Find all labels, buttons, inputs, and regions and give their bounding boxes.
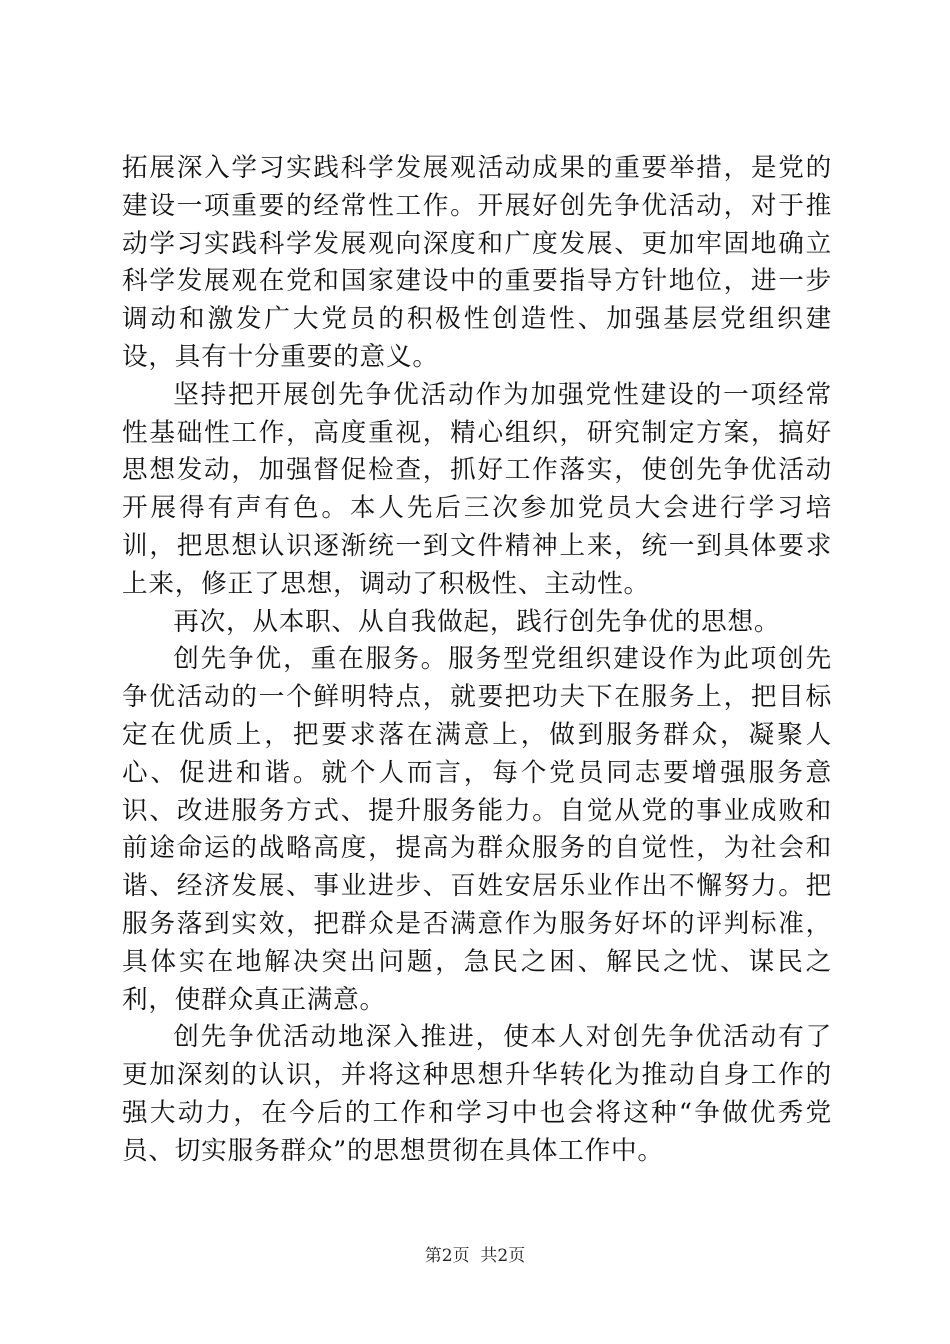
page-footer [0,1246,950,1266]
paragraph-4: 创先争优，重在服务。服务型党组织建设作为此项创先争优活动的一个鲜明特点，就要把功夫下在服务上，把目标定在优质上，把要求落在满意上，做到服务群众，凝聚人心、促进和谐。就个人而言，每个党员同志要增强服务意识、改进服务方式、提升服务能力。自觉从党的事业成败和前途命运的战略高度，提高为群众服务的自觉性，为社会和谐、经济发展、事业进步、百姓安居乐业作出不懈努力。把服务落到实效，把群众是否满意作为服务好坏的评判标准，具体实在地解决突出问题，急民之困、解民之忧、谋民之利，使群众真正满意。 [122,644,832,1015]
document-body [122,150,832,1171]
paragraph-2: 坚持把开展创先争优活动作为加强党性建设的一项经常性基础性工作，高度重视，精心组织，研究制定方案，搞好思想发动，加强督促检查，抓好工作落实，使创先争优活动开展得有声有色。本人先后三次参加党员大会进行学习培训，把思想认识逐渐统一到文件精神上来，统一到具体要求上来，修正了思想，调动了积极性、主动性。 [122,379,832,599]
page-number-label: 第2页 共2页 [424,1246,526,1266]
paragraph-5: 创先争优活动地深入推进，使本人对创先争优活动有了更加深刻的认识，并将这种思想升华转化为推动自身工作的强大动力，在今后的工作和学习中也会将这种“争做优秀党员、切实服务群众”的思想贯彻在具体工作中。 [122,1022,832,1166]
paragraph-1: 拓展深入学习实践科学发展观活动成果的重要举措，是党的建设一项重要的经常性工作。开展好创先争优活动，对于推动学习实践科学发展观向深度和广度发展、更加牢固地确立科学发展观在党和国家建设中的重要指导方针地位，进一步调动和激发广大党员的积极性创造性、加强基层党组织建设，具有十分重要的意义。 [122,153,832,372]
paragraph-3: 再次，从本职、从自我做起，践行创先争优的思想。 [173,606,781,637]
